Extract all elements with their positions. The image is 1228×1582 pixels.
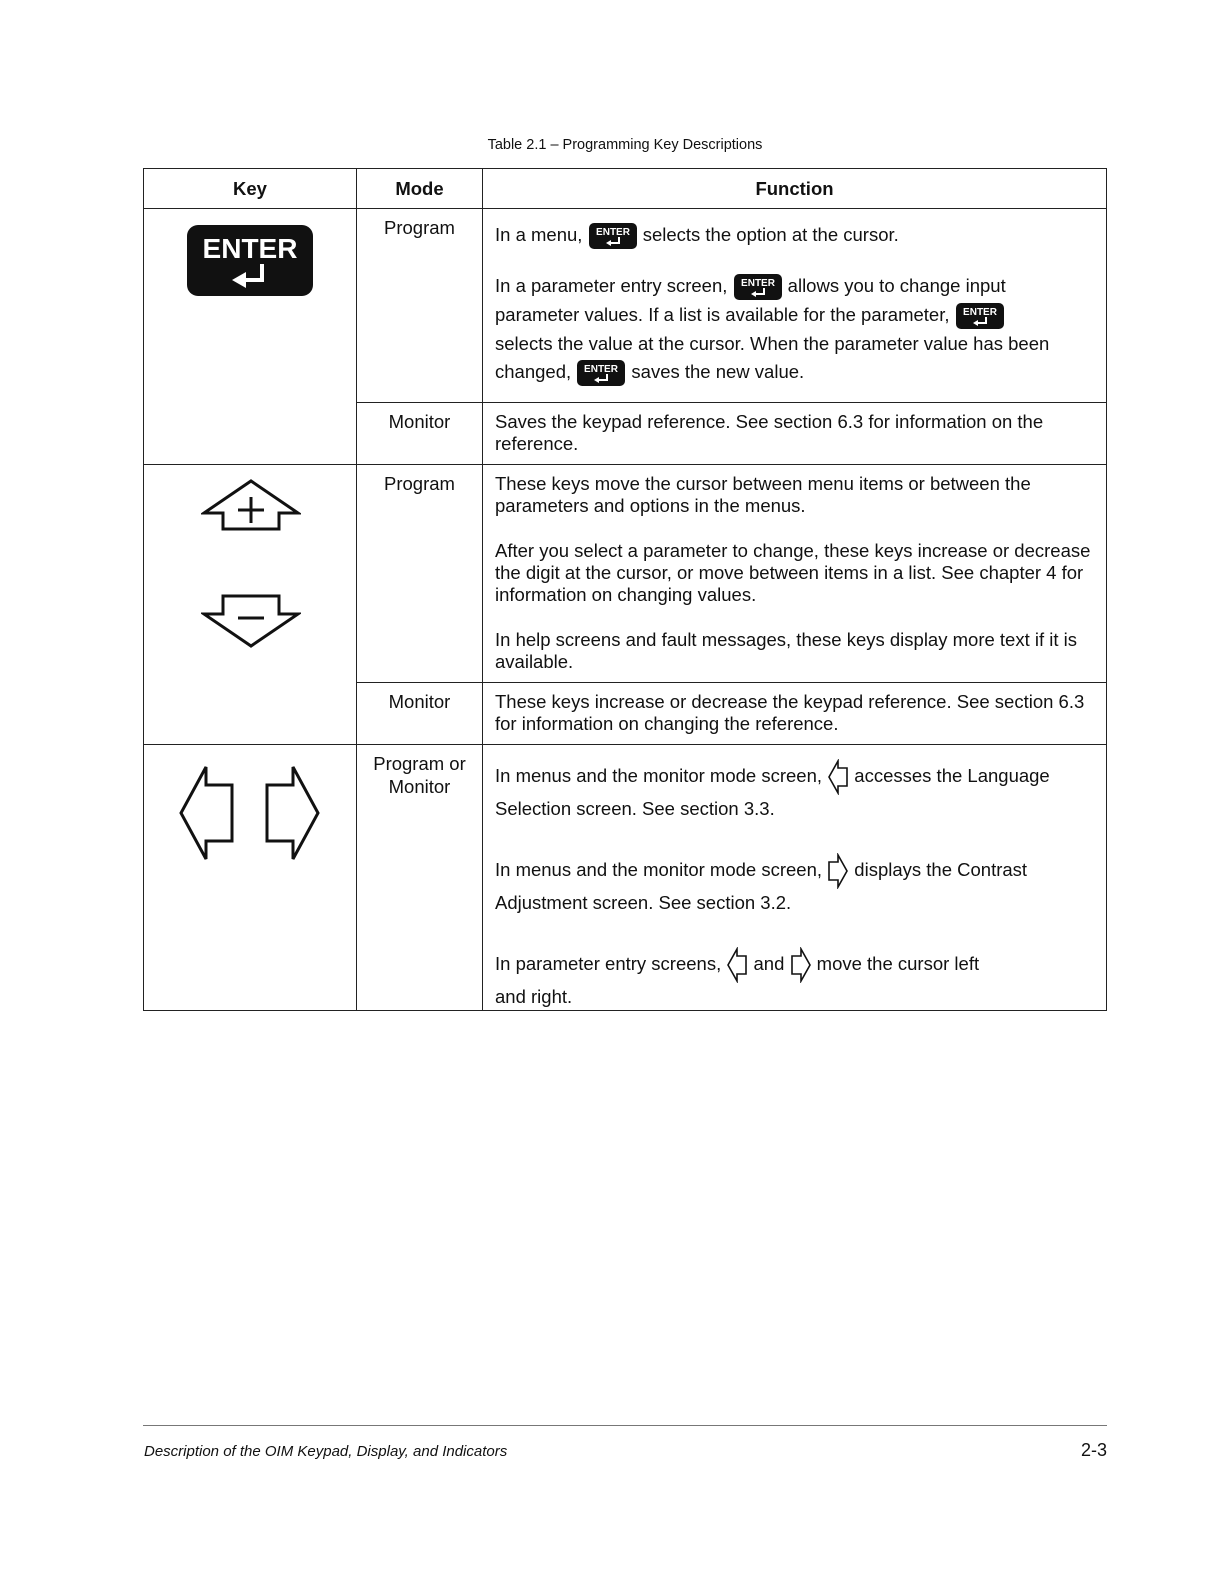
left-right-key-cell [144, 745, 357, 1011]
mode-monitor: Monitor [357, 403, 483, 465]
function-enter-program [483, 209, 1107, 403]
text: Monitor [388, 776, 451, 797]
enter-inline-icon [733, 273, 783, 301]
text: Adjustment screen. See section 3.2. [495, 892, 792, 913]
left-arrow-key-icon [178, 763, 238, 863]
up-down-key-cell [144, 465, 357, 745]
mode-program: Program [357, 465, 483, 683]
mode-program-or-monitor [357, 745, 483, 1011]
enter-inline-icon [955, 302, 1005, 330]
table-row [144, 745, 1107, 1011]
right-arrow-inline-icon [790, 947, 812, 983]
enter-key-icon [186, 224, 316, 298]
text: move the cursor left [816, 952, 980, 974]
svg-text:ENTER: ENTER [740, 278, 775, 290]
svg-text:ENTER: ENTER [584, 364, 619, 376]
programming-key-table [143, 168, 1107, 1011]
text: In parameter entry screens, [495, 952, 722, 974]
text: After you select a parameter to change, these keys increase or decrease the digit at the cursor, or move between items in a list. See chapter 4 for information on changing values. [495, 540, 1091, 605]
mode-monitor: Monitor [357, 683, 483, 745]
enter-inline-icon [588, 222, 638, 250]
left-arrow-inline-icon [827, 759, 849, 795]
enter-key-cell [144, 209, 357, 465]
footer-divider [143, 1425, 1107, 1426]
function-updown-monitor: These keys increase or decrease the keypad reference. See section 6.3 for information on changing the reference. [483, 683, 1107, 745]
table-caption: Table 2.1 – Programming Key Descriptions [487, 137, 763, 153]
right-arrow-inline-icon [827, 853, 849, 889]
text: parameter values. If a list is available for the parameter, [495, 304, 950, 326]
header-mode: Mode [357, 169, 483, 209]
text: saves the new value. [631, 361, 805, 383]
function-leftright [483, 745, 1107, 1011]
text: Selection screen. See section 3.3. [495, 798, 775, 819]
enter-inline-icon [576, 359, 626, 387]
text: allows you to change input [787, 275, 1006, 297]
page-number: 2-3 [1080, 1440, 1107, 1460]
up-plus-key-icon [201, 477, 301, 535]
header-key: Key [144, 169, 357, 209]
enter-key-label: ENTER [202, 233, 298, 264]
text: In a menu, [495, 224, 583, 245]
footer-title: Description of the OIM Keypad, Display, and Indicators [144, 1443, 508, 1460]
text: and [753, 952, 785, 974]
svg-text:ENTER: ENTER [595, 227, 630, 239]
table-row [144, 209, 1107, 403]
mode-program: Program [357, 209, 483, 403]
text: In menus and the monitor mode screen, [495, 764, 823, 786]
text: Program or [373, 753, 466, 774]
function-updown-program [483, 465, 1107, 683]
down-minus-key-icon [201, 592, 301, 652]
function-enter-monitor: Saves the keypad reference. See section 6.3 for information on the reference. [483, 403, 1107, 465]
text: displays the Contrast [854, 858, 1028, 880]
left-arrow-inline-icon [726, 947, 748, 983]
table-row [144, 465, 1107, 683]
text: and right. [495, 986, 573, 1007]
text: These keys move the cursor between menu items or between the parameters and options in the menus. [495, 473, 1031, 516]
text: selects the option at the cursor. [642, 224, 899, 245]
svg-text:ENTER: ENTER [962, 307, 997, 319]
text: selects the value at the cursor. When the parameter value has been [495, 333, 1050, 355]
text: In menus and the monitor mode screen, [495, 858, 823, 880]
header-function: Function [483, 169, 1107, 209]
text: In a parameter entry screen, [495, 275, 728, 297]
text: accesses the Language [854, 764, 1050, 786]
text: changed, [495, 361, 572, 383]
table-header-row [144, 169, 1107, 209]
text: In help screens and fault messages, these keys display more text if it is available. [495, 629, 1078, 672]
right-arrow-key-icon [261, 763, 321, 863]
